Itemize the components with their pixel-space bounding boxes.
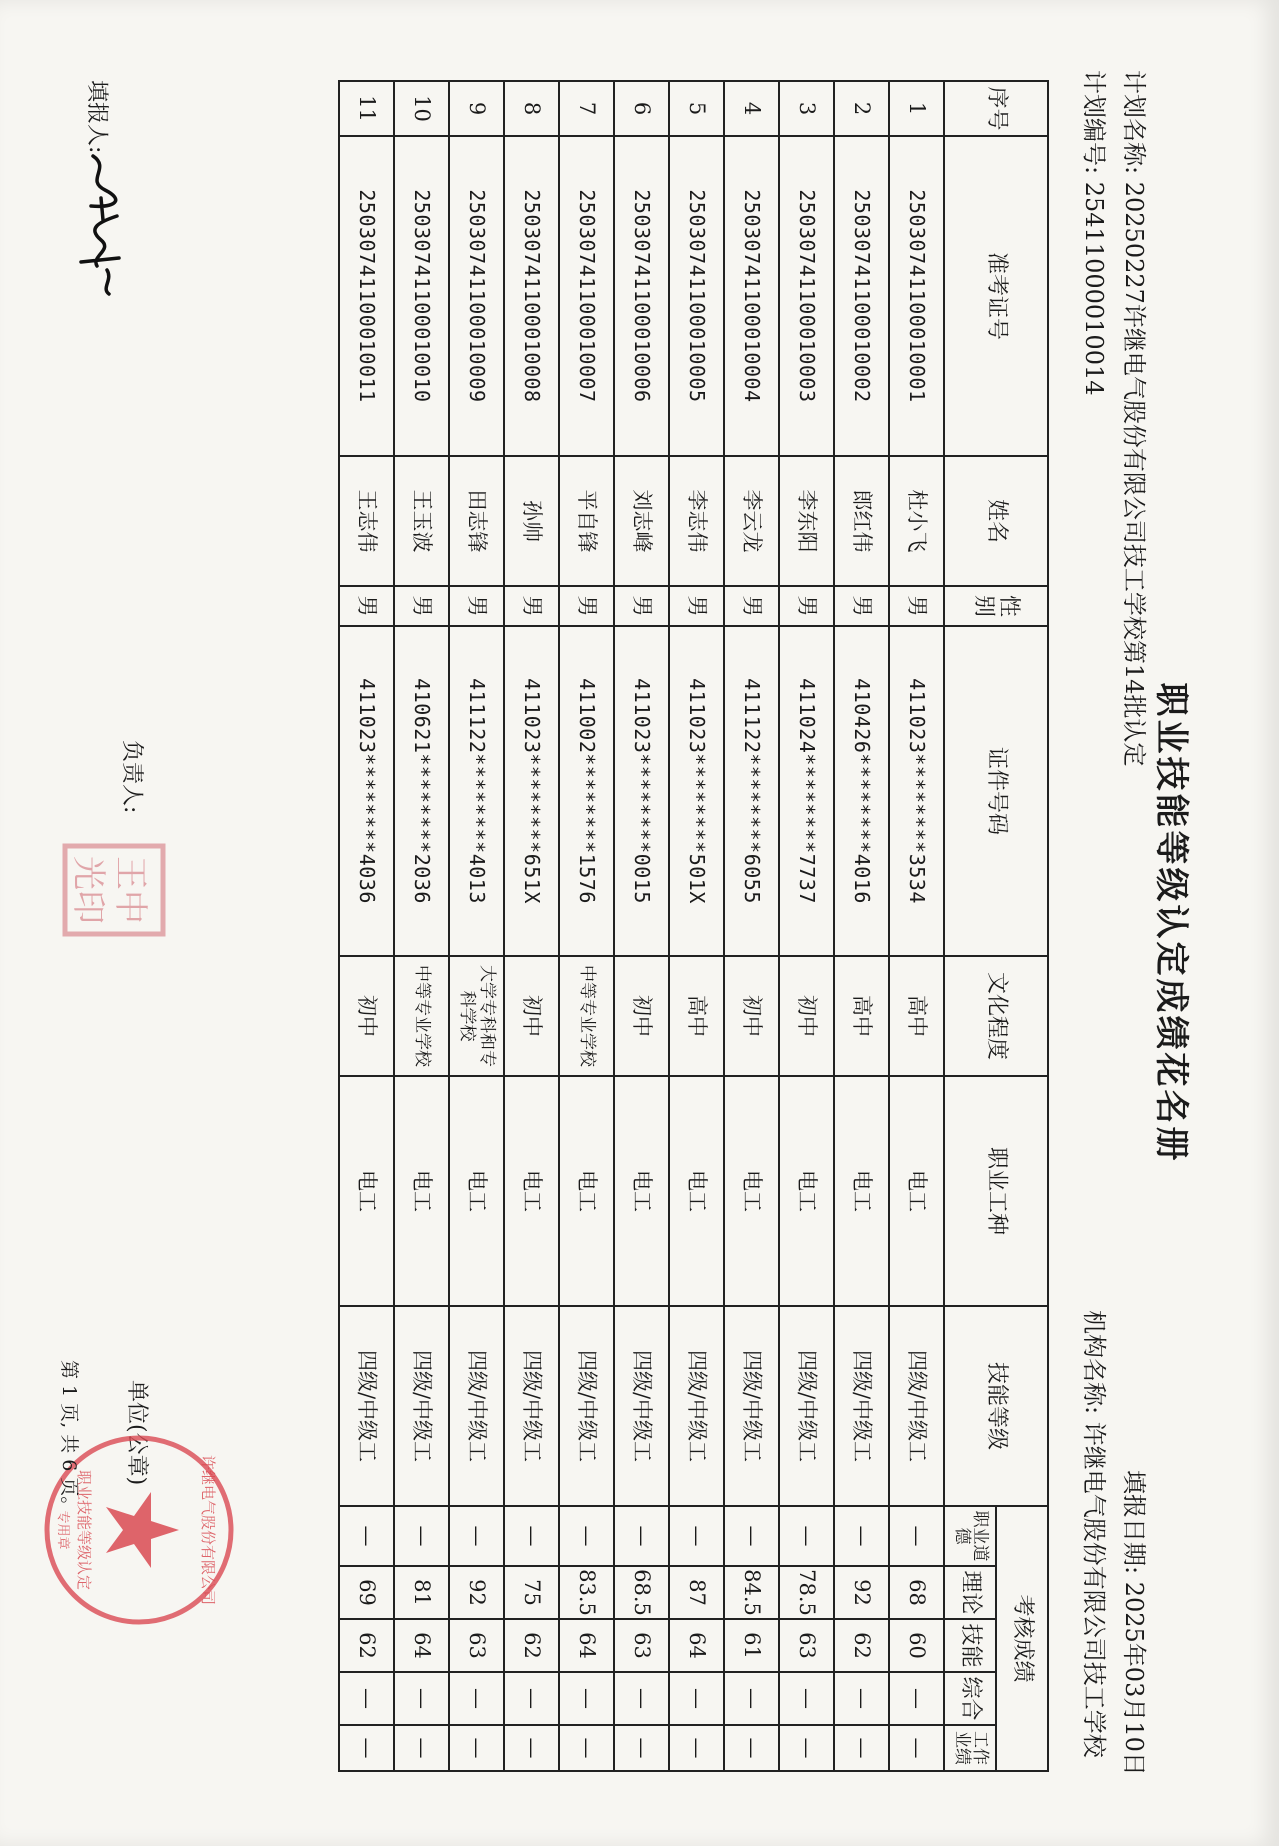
page-info: 第 1 页, 共 6 页。	[58, 1360, 80, 1516]
cell-skill-level: 四级/中级工	[834, 1306, 889, 1506]
plan-name-value: 20250227许继电气股份有限公司技工学校第14批认定	[1120, 181, 1148, 767]
cell-work-performance: —	[724, 1725, 779, 1771]
table-row	[559, 81, 614, 1771]
responsible-field	[118, 740, 149, 813]
cell-name: 王玉波	[394, 456, 449, 586]
cell-exam-no: 25030741100010008	[504, 136, 559, 456]
cell-theory: 81	[394, 1566, 449, 1619]
cell-education: 中等专业学校	[559, 956, 614, 1076]
cell-education: 初中	[614, 956, 669, 1076]
header-work-performance: 工作业绩	[944, 1725, 996, 1771]
cell-work-performance: —	[669, 1725, 724, 1771]
cell-occupation: 电工	[394, 1076, 449, 1306]
cell-comprehensive: —	[504, 1672, 559, 1725]
org-value: 许继电气股份有限公司技工学校	[1080, 1421, 1108, 1758]
responsible-label: 负责人:	[119, 740, 144, 814]
cell-skill-level: 四级/中级工	[669, 1306, 724, 1506]
cell-skill: 64	[669, 1619, 724, 1672]
cell-name: 田志锋	[449, 456, 504, 586]
cell-ethics: —	[834, 1506, 889, 1566]
cell-ethics: —	[449, 1506, 504, 1566]
cell-education: 初中	[339, 956, 394, 1076]
cell-gender: 男	[339, 586, 394, 626]
cell-education: 中等专业学校	[394, 956, 449, 1076]
cell-theory: 87	[669, 1566, 724, 1619]
cell-skill-level: 四级/中级工	[394, 1306, 449, 1506]
document-title: 职业技能等级认定成绩花名册	[1151, 682, 1191, 1164]
filler-field	[83, 80, 114, 153]
cell-skill-level: 四级/中级工	[889, 1306, 944, 1506]
cell-occupation: 电工	[669, 1076, 724, 1306]
cell-seq: 6	[614, 81, 669, 136]
cell-ethics: —	[504, 1506, 559, 1566]
cell-skill: 64	[394, 1619, 449, 1672]
date-value: 2025年03月10日	[1120, 1581, 1148, 1776]
cell-gender: 男	[614, 586, 669, 626]
cell-comprehensive: —	[889, 1672, 944, 1725]
cell-skill: 62	[339, 1619, 394, 1672]
cell-exam-no: 25030741100010002	[834, 136, 889, 456]
svg-text:职业技能等级认定: 职业技能等级认定	[75, 1469, 93, 1591]
report-date	[1119, 1470, 1154, 1776]
cell-skill: 62	[834, 1619, 889, 1672]
org-label: 机构名称:	[1080, 1310, 1108, 1415]
table-row	[339, 81, 394, 1771]
date-label: 填报日期:	[1120, 1470, 1148, 1575]
svg-text:许继电气股份有限公司: 许继电气股份有限公司	[199, 1454, 217, 1606]
cell-education: 初中	[504, 956, 559, 1076]
cell-exam-no: 25030741100010003	[779, 136, 834, 456]
cell-comprehensive: —	[724, 1672, 779, 1725]
header-theory: 理论	[944, 1566, 996, 1619]
cell-seq: 4	[724, 81, 779, 136]
cell-exam-no: 25030741100010007	[559, 136, 614, 456]
unit-label: 单位(公章)	[124, 1380, 149, 1486]
cell-exam-no: 25030741100010006	[614, 136, 669, 456]
cell-skill-level: 四级/中级工	[779, 1306, 834, 1506]
cell-seq: 2	[834, 81, 889, 136]
cell-skill-level: 四级/中级工	[559, 1306, 614, 1506]
cell-comprehensive: —	[339, 1672, 394, 1725]
cell-gender: 男	[889, 586, 944, 626]
cell-occupation: 电工	[449, 1076, 504, 1306]
cell-comprehensive: —	[669, 1672, 724, 1725]
cell-name: 郎红伟	[834, 456, 889, 586]
cell-seq: 9	[449, 81, 504, 136]
cell-seq: 3	[779, 81, 834, 136]
header-gender: 性别	[944, 586, 1048, 626]
cell-exam-no: 25030741100010001	[889, 136, 944, 456]
cell-work-performance: —	[504, 1725, 559, 1771]
header-occupation: 职业工种	[944, 1076, 1048, 1306]
cell-comprehensive: —	[394, 1672, 449, 1725]
cell-theory: 68.5	[614, 1566, 669, 1619]
header-ethics: 职业道德	[944, 1506, 996, 1566]
cell-exam-no: 25030741100010010	[394, 136, 449, 456]
cell-ethics: —	[614, 1506, 669, 1566]
cell-ethics: —	[669, 1506, 724, 1566]
cell-skill: 61	[724, 1619, 779, 1672]
cell-work-performance: —	[394, 1725, 449, 1771]
cell-skill: 63	[614, 1619, 669, 1672]
table-row	[614, 81, 669, 1771]
cell-occupation: 电工	[889, 1076, 944, 1306]
table-row	[724, 81, 779, 1771]
cell-work-performance: —	[889, 1725, 944, 1771]
cell-theory: 69	[339, 1566, 394, 1619]
cell-gender: 男	[504, 586, 559, 626]
cell-gender: 男	[559, 586, 614, 626]
cell-id-no: 410426********4016	[834, 626, 889, 956]
cell-name: 李东阳	[779, 456, 834, 586]
cell-name: 杜小飞	[889, 456, 944, 586]
cell-id-no: 411024********7737	[779, 626, 834, 956]
cell-exam-no: 25030741100010005	[669, 136, 724, 456]
cell-theory: 92	[449, 1566, 504, 1619]
cell-id-no: 411023********0015	[614, 626, 669, 956]
header-name: 姓名	[944, 456, 1048, 586]
cell-seq: 11	[339, 81, 394, 136]
cell-occupation: 电工	[779, 1076, 834, 1306]
cell-comprehensive: —	[449, 1672, 504, 1725]
cell-comprehensive: —	[779, 1672, 834, 1725]
table-row	[669, 81, 724, 1771]
header-row	[996, 81, 1048, 1771]
plan-name	[1119, 70, 1154, 766]
cell-exam-no: 25030741100010004	[724, 136, 779, 456]
cell-id-no: 411023********3534	[889, 626, 944, 956]
header-seq: 序号	[944, 81, 1048, 136]
cell-ethics: —	[339, 1506, 394, 1566]
cell-skill-level: 四级/中级工	[339, 1306, 394, 1506]
header-comprehensive: 综合	[944, 1672, 996, 1725]
cell-seq: 8	[504, 81, 559, 136]
cell-skill: 60	[889, 1619, 944, 1672]
cell-id-no: 411122********6055	[724, 626, 779, 956]
cell-id-no: 411023********651X	[504, 626, 559, 956]
svg-text:专用章: 专用章	[55, 1510, 70, 1550]
cell-exam-no: 25030741100010009	[449, 136, 504, 456]
cell-seq: 1	[889, 81, 944, 136]
cell-seq: 7	[559, 81, 614, 136]
cell-occupation: 电工	[504, 1076, 559, 1306]
cell-ethics: —	[394, 1506, 449, 1566]
table-row	[889, 81, 944, 1771]
plan-code-value: 25411000010014	[1080, 181, 1108, 396]
cell-ethics: —	[779, 1506, 834, 1566]
header-scores: 考核成绩	[996, 1506, 1048, 1771]
cell-education: 大学专科和专科学校	[449, 956, 504, 1076]
cell-comprehensive: —	[559, 1672, 614, 1725]
svg-text:王中: 王中	[110, 856, 150, 924]
header-skill: 技能	[944, 1619, 996, 1672]
cell-skill-level: 四级/中级工	[614, 1306, 669, 1506]
cell-gender: 男	[779, 586, 834, 626]
cell-gender: 男	[394, 586, 449, 626]
cell-gender: 男	[834, 586, 889, 626]
cell-name: 李志伟	[669, 456, 724, 586]
cell-comprehensive: —	[614, 1672, 669, 1725]
cell-gender: 男	[669, 586, 724, 626]
cell-id-no: 410621********2036	[394, 626, 449, 956]
header-education: 文化程度	[944, 956, 1048, 1076]
plan-name-label: 计划名称:	[1120, 70, 1148, 175]
cell-occupation: 电工	[724, 1076, 779, 1306]
cell-id-no: 411122********4013	[449, 626, 504, 956]
cell-gender: 男	[724, 586, 779, 626]
handwritten-signature	[71, 150, 131, 300]
cell-work-performance: —	[449, 1725, 504, 1771]
cell-name: 孙帅	[504, 456, 559, 586]
cell-work-performance: —	[339, 1725, 394, 1771]
cell-name: 王志伟	[339, 456, 394, 586]
plan-code	[1079, 70, 1114, 396]
header-skill-level: 技能等级	[944, 1306, 1048, 1506]
cell-occupation: 电工	[834, 1076, 889, 1306]
cell-occupation: 电工	[559, 1076, 614, 1306]
cell-name: 平自锋	[559, 456, 614, 586]
cell-exam-no: 25030741100010011	[339, 136, 394, 456]
cell-skill: 62	[504, 1619, 559, 1672]
cell-ethics: —	[559, 1506, 614, 1566]
svg-text:光印: 光印	[68, 856, 108, 924]
cell-ethics: —	[889, 1506, 944, 1566]
cell-id-no: 411023********4036	[339, 626, 394, 956]
score-roster-table	[338, 80, 1049, 1772]
cell-occupation: 电工	[614, 1076, 669, 1306]
personal-seal	[59, 840, 169, 940]
cell-work-performance: —	[614, 1725, 669, 1771]
cell-name: 李云龙	[724, 456, 779, 586]
cell-skill-level: 四级/中级工	[724, 1306, 779, 1506]
table-row	[834, 81, 889, 1771]
cell-ethics: —	[724, 1506, 779, 1566]
header-exam-no: 准考证号	[944, 136, 1048, 456]
cell-education: 初中	[724, 956, 779, 1076]
cell-work-performance: —	[779, 1725, 834, 1771]
cell-education: 初中	[779, 956, 834, 1076]
cell-skill-level: 四级/中级工	[449, 1306, 504, 1506]
cell-theory: 78.5	[779, 1566, 834, 1619]
cell-id-no: 411023********501X	[669, 626, 724, 956]
cell-education: 高中	[669, 956, 724, 1076]
organization	[1079, 1310, 1114, 1758]
cell-theory: 68	[889, 1566, 944, 1619]
table-row	[394, 81, 449, 1771]
cell-seq: 10	[394, 81, 449, 136]
table-row	[779, 81, 834, 1771]
cell-skill: 64	[559, 1619, 614, 1672]
cell-comprehensive: —	[834, 1672, 889, 1725]
cell-occupation: 电工	[339, 1076, 394, 1306]
cell-theory: 92	[834, 1566, 889, 1619]
cell-education: 高中	[889, 956, 944, 1076]
cell-theory: 83.5	[559, 1566, 614, 1619]
plan-code-label: 计划编号:	[1080, 70, 1108, 175]
cell-education: 高中	[834, 956, 889, 1076]
cell-skill-level: 四级/中级工	[504, 1306, 559, 1506]
cell-theory: 84.5	[724, 1566, 779, 1619]
cell-id-no: 411002********1576	[559, 626, 614, 956]
cell-seq: 5	[669, 81, 724, 136]
cell-work-performance: —	[559, 1725, 614, 1771]
cell-work-performance: —	[834, 1725, 889, 1771]
filler-label: 填报人:	[84, 80, 109, 154]
cell-skill: 63	[449, 1619, 504, 1672]
cell-theory: 75	[504, 1566, 559, 1619]
table-row	[449, 81, 504, 1771]
cell-name: 刘志峰	[614, 456, 669, 586]
header-id-no: 证件号码	[944, 626, 1048, 956]
cell-gender: 男	[449, 586, 504, 626]
table-row	[504, 81, 559, 1771]
cell-skill: 63	[779, 1619, 834, 1672]
